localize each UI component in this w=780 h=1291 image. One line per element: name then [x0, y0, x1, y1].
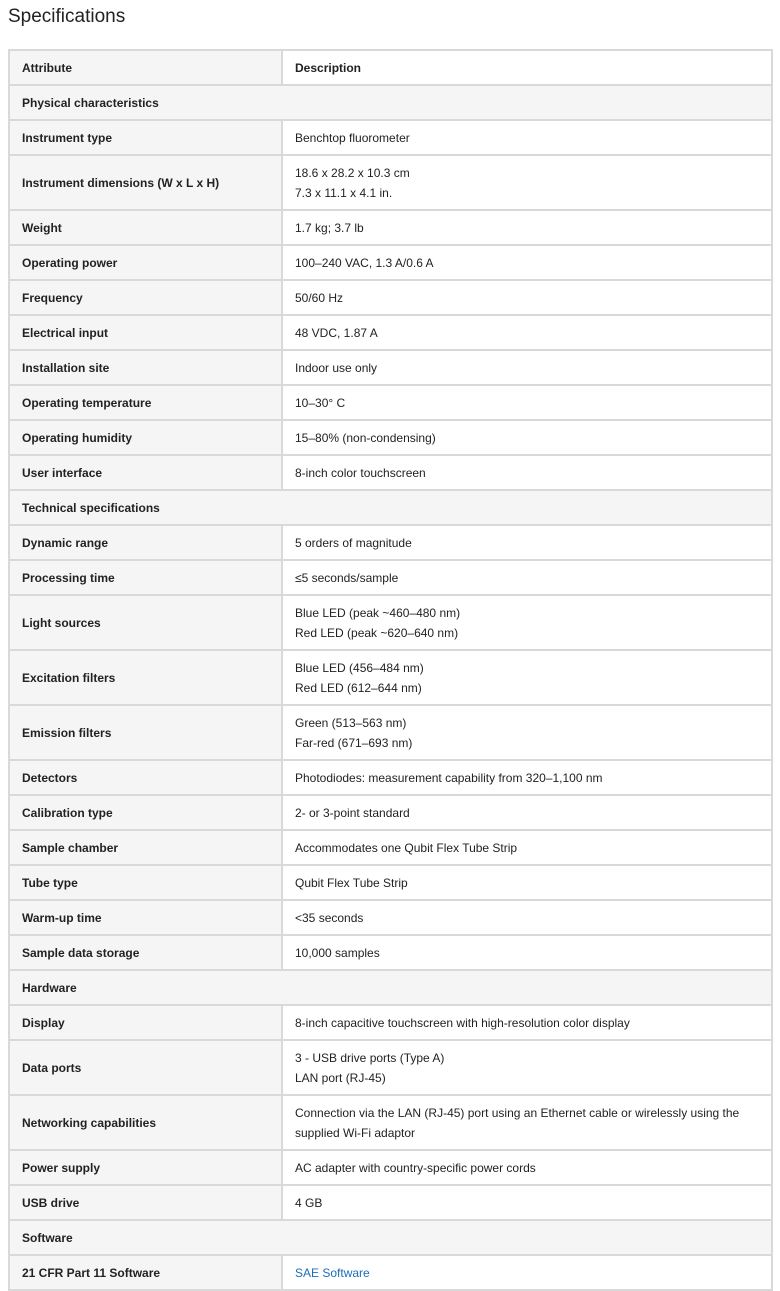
description-cell	[282, 245, 772, 280]
description-line: 10–30° C	[295, 395, 346, 410]
attribute-cell: Data ports	[9, 1040, 282, 1095]
description-cell	[282, 1185, 772, 1220]
description-cell	[282, 560, 772, 595]
description-cell	[282, 935, 772, 970]
description-cell	[282, 595, 772, 650]
table-body	[9, 85, 772, 1290]
description-line: Qubit Flex Tube Strip	[295, 875, 408, 890]
table-row	[9, 795, 772, 830]
description-cell	[282, 830, 772, 865]
description-line: 3 - USB drive ports (Type A)	[295, 1050, 445, 1065]
table-row	[9, 525, 772, 560]
table-row	[9, 650, 772, 705]
description-cell	[282, 795, 772, 830]
table-row	[9, 315, 772, 350]
description-line: 5 orders of magnitude	[295, 535, 412, 550]
description-cell	[282, 210, 772, 245]
description-cell	[282, 650, 772, 705]
table-row	[9, 595, 772, 650]
description-line: 7.3 x 11.1 x 4.1 in.	[295, 185, 393, 200]
table-row	[9, 1150, 772, 1185]
section-heading: Software	[9, 1220, 772, 1255]
table-row	[9, 1005, 772, 1040]
column-header-attribute: Attribute	[9, 50, 282, 85]
table-row	[9, 120, 772, 155]
description-cell	[282, 1005, 772, 1040]
attribute-cell: Warm-up time	[9, 900, 282, 935]
description-line: 2- or 3-point standard	[295, 805, 410, 820]
description-line: 48 VDC, 1.87 A	[295, 325, 378, 340]
table-row	[9, 935, 772, 970]
table-row	[9, 865, 772, 900]
description-cell	[282, 1095, 772, 1150]
description-line: Green (513–563 nm)	[295, 715, 407, 730]
description-cell	[282, 385, 772, 420]
description-cell	[282, 1255, 772, 1290]
table-row	[9, 245, 772, 280]
description-line: AC adapter with country-specific power cords	[295, 1160, 536, 1175]
attribute-cell: Power supply	[9, 1150, 282, 1185]
attribute-cell: Detectors	[9, 760, 282, 795]
description-line: <35 seconds	[295, 910, 364, 925]
software-link[interactable]: SAE Software	[295, 1265, 370, 1280]
description-line: 8-inch capacitive touchscreen with high-resolution color display	[295, 1015, 630, 1030]
description-line: 15–80% (non-condensing)	[295, 430, 436, 445]
attribute-cell: Excitation filters	[9, 650, 282, 705]
attribute-cell: Operating temperature	[9, 385, 282, 420]
section-row	[9, 970, 772, 1005]
description-line: Indoor use only	[295, 360, 378, 375]
column-header-description: Description	[282, 50, 772, 85]
description-cell	[282, 420, 772, 455]
description-cell	[282, 900, 772, 935]
table-row	[9, 155, 772, 210]
attribute-cell: Light sources	[9, 595, 282, 650]
table-row	[9, 1040, 772, 1095]
attribute-cell: 21 CFR Part 11 Software	[9, 1255, 282, 1290]
table-row	[9, 385, 772, 420]
attribute-cell: Frequency	[9, 280, 282, 315]
attribute-cell: USB drive	[9, 1185, 282, 1220]
attribute-cell: Operating power	[9, 245, 282, 280]
table-row	[9, 455, 772, 490]
section-row	[9, 1220, 772, 1255]
section-row	[9, 85, 772, 120]
attribute-cell: Sample data storage	[9, 935, 282, 970]
attribute-cell: User interface	[9, 455, 282, 490]
specifications-table	[8, 49, 773, 1291]
description-line: Photodiodes: measurement capability from 320–1,100 nm	[295, 770, 603, 785]
table-row	[9, 560, 772, 595]
description-line: Blue LED (456–484 nm)	[295, 660, 424, 675]
attribute-cell: Sample chamber	[9, 830, 282, 865]
description-line: Accommodates one Qubit Flex Tube Strip	[295, 840, 518, 855]
attribute-cell: Calibration type	[9, 795, 282, 830]
description-line: LAN port (RJ-45)	[295, 1070, 386, 1085]
description-line: 50/60 Hz	[295, 290, 344, 305]
table-row	[9, 705, 772, 760]
description-cell	[282, 455, 772, 490]
description-line: 10,000 samples	[295, 945, 380, 960]
table-row	[9, 1095, 772, 1150]
table-row	[9, 830, 772, 865]
section-row	[9, 490, 772, 525]
attribute-cell: Instrument dimensions (W x L x H)	[9, 155, 282, 210]
attribute-cell: Processing time	[9, 560, 282, 595]
description-line: Blue LED (peak ~460–480 nm)	[295, 605, 461, 620]
description-line: 18.6 x 28.2 x 10.3 cm	[295, 165, 410, 180]
table-row	[9, 1255, 772, 1290]
description-cell	[282, 350, 772, 385]
description-line: Far-red (671–693 nm)	[295, 735, 413, 750]
description-cell	[282, 760, 772, 795]
description-cell	[282, 525, 772, 560]
table-row	[9, 900, 772, 935]
description-line: 8-inch color touchscreen	[295, 465, 426, 480]
table-row	[9, 420, 772, 455]
section-heading: Technical specifications	[9, 490, 772, 525]
table-header-row	[9, 50, 772, 85]
description-line: Red LED (612–644 nm)	[295, 680, 422, 695]
table-row	[9, 210, 772, 245]
table-row	[9, 280, 772, 315]
attribute-cell: Operating humidity	[9, 420, 282, 455]
description-line: 100–240 VAC, 1.3 A/0.6 A	[295, 255, 434, 270]
description-line: Connection via the LAN (RJ-45) port using an Ethernet cable or wirelessly using the supplied Wi-Fi adaptor	[295, 1105, 740, 1140]
attribute-cell: Display	[9, 1005, 282, 1040]
description-line: Benchtop fluorometer	[295, 130, 410, 145]
description-cell	[282, 865, 772, 900]
page-title: Specifications	[8, 6, 126, 27]
attribute-cell: Emission filters	[9, 705, 282, 760]
attribute-cell: Installation site	[9, 350, 282, 385]
description-cell	[282, 705, 772, 760]
table-row	[9, 760, 772, 795]
description-cell	[282, 1040, 772, 1095]
description-cell	[282, 1150, 772, 1185]
description-line: 1.7 kg; 3.7 lb	[295, 220, 364, 235]
description-cell	[282, 315, 772, 350]
table-row	[9, 350, 772, 385]
attribute-cell: Electrical input	[9, 315, 282, 350]
section-heading: Hardware	[9, 970, 772, 1005]
description-cell	[282, 280, 772, 315]
table-row	[9, 1185, 772, 1220]
attribute-cell: Tube type	[9, 865, 282, 900]
description-line: 4 GB	[295, 1195, 323, 1210]
attribute-cell: Dynamic range	[9, 525, 282, 560]
description-line: Red LED (peak ~620–640 nm)	[295, 625, 459, 640]
attribute-cell: Weight	[9, 210, 282, 245]
section-heading: Physical characteristics	[9, 85, 772, 120]
attribute-cell: Instrument type	[9, 120, 282, 155]
description-cell	[282, 120, 772, 155]
description-line: ≤5 seconds/sample	[295, 570, 399, 585]
description-cell	[282, 155, 772, 210]
attribute-cell: Networking capabilities	[9, 1095, 282, 1150]
